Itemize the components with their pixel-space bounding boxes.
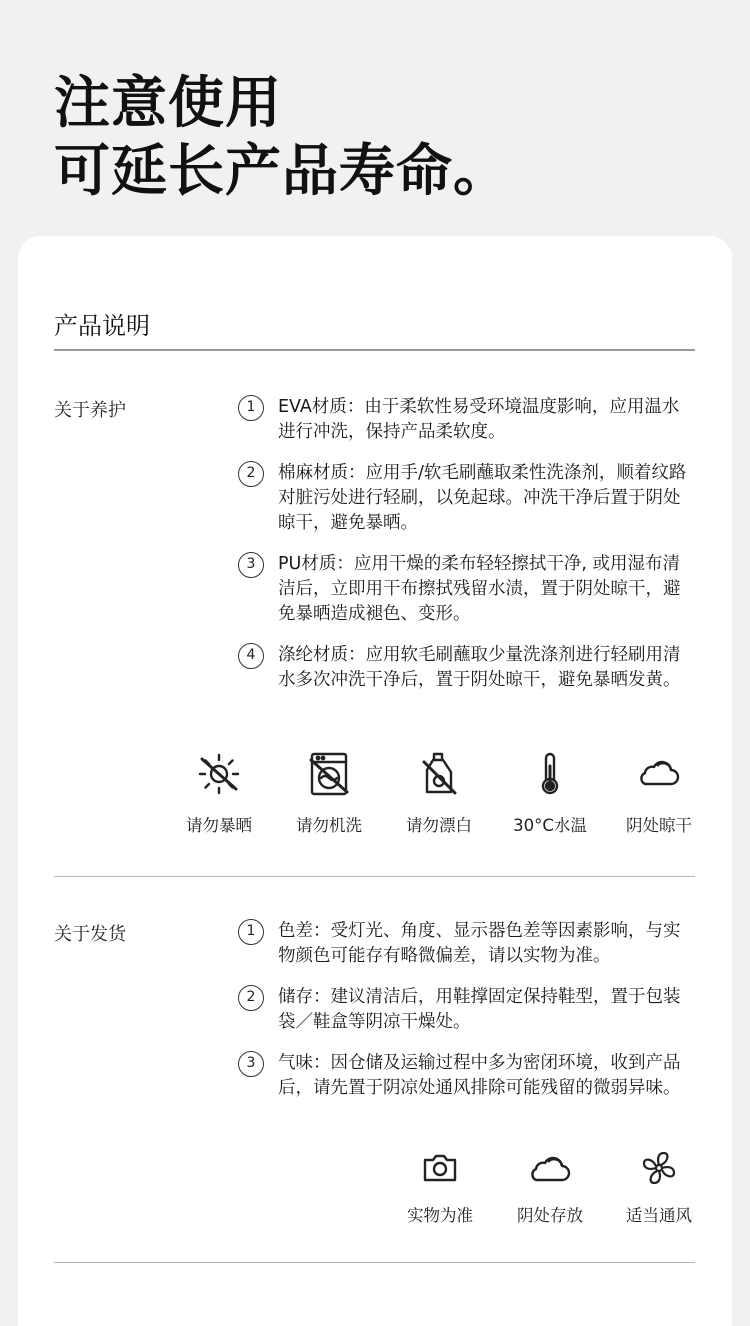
headline-line-1: 注意使用 — [54, 71, 282, 136]
item-number: 2 — [238, 985, 264, 1011]
item-number: 1 — [238, 395, 264, 421]
item-text: 棉麻材质：应用手/软毛刷蘸取柔性洗涤剂，顺着纹路对脏污处进行轻刷，以免起球。冲洗干净后置于阴处晾干，避免暴晒。 — [278, 463, 687, 533]
cloud-icon-cell — [496, 1148, 604, 1226]
fan-icon-cell — [605, 1148, 713, 1226]
cloud-icon — [635, 750, 683, 798]
icon-label: 30°C水温 — [513, 816, 587, 835]
fan-icon — [639, 1148, 679, 1188]
section-title: 产品说明 — [54, 312, 150, 340]
list-item — [238, 919, 708, 969]
item-number: 3 — [238, 552, 264, 578]
care-list — [238, 395, 708, 709]
item-number: 1 — [238, 919, 264, 945]
camera-icon — [420, 1148, 460, 1188]
no-sun-icon-cell — [165, 750, 273, 836]
cloud-icon-cell — [605, 750, 713, 836]
no-sun-icon — [195, 750, 243, 798]
thermometer-icon — [526, 750, 574, 798]
thermometer-icon-cell — [496, 750, 604, 836]
icon-label: 适当通风 — [626, 1206, 692, 1225]
item-text: 涤纶材质：应用软毛刷蘸取少量洗涤剂进行轻刷用清水多次冲洗干净后，置于阴处晾干，避免暴晒发黄。 — [278, 645, 681, 690]
list-item — [238, 1051, 708, 1101]
list-item — [238, 985, 708, 1035]
care-label: 关于养护 — [54, 400, 126, 421]
section-divider — [54, 349, 695, 351]
shipping-label: 关于发货 — [54, 924, 126, 945]
item-text: 色差：受灯光、角度、显示器色差等因素影响，与实物颜色可能存有略微偏差，请以实物为准。 — [278, 921, 681, 966]
list-item — [238, 395, 708, 445]
icon-label: 请勿暴晒 — [186, 816, 252, 835]
item-number: 4 — [238, 643, 264, 669]
cloud-icon — [526, 1148, 574, 1188]
no-machine-wash-icon-cell — [275, 750, 383, 836]
no-bleach-icon — [415, 750, 463, 798]
item-text: EVA材质：由于柔软性易受环境温度影响，应用温水进行冲洗，保持产品柔软度。 — [278, 397, 680, 442]
icon-label: 请勿漂白 — [406, 816, 472, 835]
headline — [54, 70, 510, 206]
product-info-card — [18, 236, 732, 1326]
headline-line-2: 可延长产品寿命。 — [54, 139, 510, 204]
no-machine-wash-icon — [305, 750, 353, 798]
shipping-list — [238, 919, 708, 1117]
icon-label: 阴处晾干 — [626, 816, 692, 835]
bottom-divider — [54, 1262, 695, 1263]
icon-label: 阴处存放 — [517, 1206, 583, 1225]
section-divider — [54, 876, 695, 877]
list-item — [238, 461, 708, 536]
item-text: 储存：建议清洁后，用鞋撑固定保持鞋型，置于包装袋／鞋盒等阴凉干燥处。 — [278, 987, 681, 1032]
list-item — [238, 552, 708, 627]
item-number: 3 — [238, 1051, 264, 1077]
item-number: 2 — [238, 461, 264, 487]
no-bleach-icon-cell — [385, 750, 493, 836]
icon-label: 请勿机洗 — [296, 816, 362, 835]
item-text: 气味：因仓储及运输过程中多为密闭环境，收到产品后，请先置于阴凉处通风排除可能残留的微弱异味。 — [278, 1053, 681, 1098]
list-item — [238, 643, 708, 693]
item-text: PU材质：应用干燥的柔布轻轻擦拭干净, 或用湿布清洁后，立即用干布擦拭残留水渍，置于阴处晾干，避免暴晒造成褪色、变形。 — [278, 554, 681, 624]
camera-icon-cell — [386, 1148, 494, 1226]
icon-label: 实物为准 — [407, 1206, 473, 1225]
